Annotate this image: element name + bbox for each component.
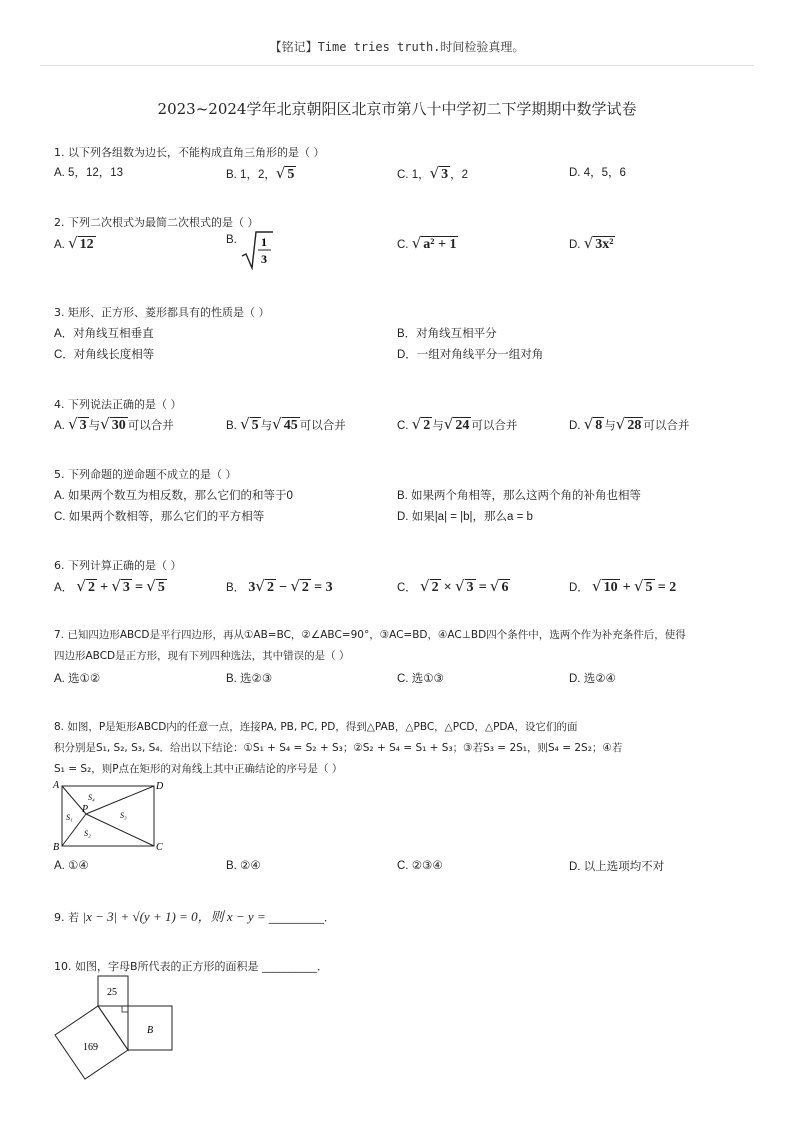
region-s3-label: S₃ [120, 811, 127, 820]
q3-stem: 3. 矩形、正方形、菱形都具有的性质是（ ） [54, 306, 270, 319]
q7-option-d: D. 选②④ [569, 673, 616, 685]
q5-option-d: D. 如果|a| = |b|，那么a = b [397, 511, 533, 523]
q1-c-post: ，2 [450, 169, 469, 181]
square-169-label: 169 [83, 1042, 98, 1053]
q6-a-op: + [100, 580, 109, 595]
q5-option-a: A. 如果两个数互为相反数，那么它们的和等于0 [54, 490, 293, 502]
q2-a-label: A. [54, 239, 65, 251]
q6-b-r1: 2 [266, 580, 274, 595]
q6-option-d: D． √ 10 + √ 5 = 2 [569, 577, 677, 595]
q4-b-rad2: 45 [283, 418, 298, 433]
q4-c-post: 可以合并 [471, 420, 518, 432]
q2-c-radicand: a² + 1 [423, 237, 457, 252]
q8-option-d: D. 以上选项均不对 [569, 861, 665, 873]
q5-option-b: B. 如果两个角相等，那么这两个角的补角也相等 [397, 490, 642, 502]
q5-option-c: C. 如果两个数相等，那么它们的平方相等 [54, 511, 265, 523]
q6-a-r3: 5 [157, 580, 165, 595]
q4-c-rad1: 2 [423, 418, 431, 433]
q4-b-mid: 与 [260, 420, 273, 432]
q6-a-r1: 2 [87, 580, 95, 595]
q8-option-c: C. ②③④ [397, 860, 443, 872]
q3-option-b: B．对角线互相平分 [397, 328, 497, 340]
q2-c-label: C. [397, 239, 409, 251]
q7-stem-line1: 7. 已知四边形ABCD是平行四边形，再从①AB=BC，②∠ABC=90°，③AC=BD，④AC⊥BD四个条件中，选两个作为补充条件后，使得 [54, 629, 686, 641]
region-s4-label: S₄ [88, 793, 95, 802]
q4-a-rad2: 30 [111, 418, 126, 433]
q4-b-label: B. [226, 420, 237, 432]
q1-c-text: C. 1， [397, 169, 430, 181]
q6-d-r1: 10 [603, 580, 618, 595]
vertex-a-label: A [53, 780, 60, 791]
q2-b-denominator: 3 [261, 252, 267, 266]
q9-suffix: ． [323, 911, 335, 924]
q6-c-r2: 3 [466, 580, 474, 595]
q4-option-a: A. √ 3 与√ 30 可以合并 [54, 415, 174, 433]
q3-option-c: C．对角线长度相等 [54, 349, 155, 361]
q4-a-post: 可以合并 [127, 420, 174, 432]
q2-d-radicand: 3x² [595, 237, 614, 252]
q6-b-label: B． [226, 582, 246, 594]
q4-c-rad2: 24 [455, 418, 470, 433]
q6-option-a: A． √ 2 + √ 3 = √ 5 [54, 577, 165, 595]
q2-d-label: D. [569, 239, 581, 251]
q1-option-d: D. 4，5，6 [569, 167, 626, 179]
q7-option-b: B. 选②③ [226, 673, 273, 685]
q6-d-op: + [622, 580, 631, 595]
q6-a-eq: = [135, 580, 144, 595]
q6-stem: 6. 下列计算正确的是（ ） [54, 559, 182, 572]
q7-option-a: A. 选①② [54, 673, 101, 685]
page-header: 【铭记】Time tries truth.时间检验真理。 [269, 40, 525, 54]
q4-d-rad2: 28 [627, 418, 642, 433]
q4-c-mid: 与 [432, 420, 444, 432]
q6-c-r3: 6 [501, 580, 509, 595]
q6-c-label: C． [397, 582, 417, 594]
q3-option-d: D．一组对角线平分一组对角 [397, 349, 544, 361]
q6-option-c: C． √ 2 × √ 3 = √ 6 [397, 577, 509, 595]
q9-expression: |x − 3| + √(y + 1) = 0，则 x − y = [82, 909, 269, 924]
q4-b-rad1: 5 [251, 418, 259, 433]
q6-a-r2: 3 [122, 580, 130, 595]
q4-a-mid: 与 [88, 420, 101, 432]
q4-option-c: C. √ 2 与√ 24 可以合并 [397, 415, 518, 433]
q8-option-b: B. ②④ [226, 860, 261, 872]
q1-option-b: B. 1，2，√ 5 [226, 164, 295, 182]
q1-b-radicand: 5 [287, 167, 295, 182]
square-25-label: 25 [107, 987, 117, 998]
q6-c-r1: 2 [431, 580, 439, 595]
q1-c-radicand: 3 [441, 167, 449, 182]
vertex-b-label: B [53, 842, 60, 853]
q4-a-rad1: 3 [79, 418, 87, 433]
q10-squares-figure [50, 972, 180, 1084]
q2-option-d: D. √ 3x² [569, 234, 614, 252]
q6-c-op: × [443, 580, 452, 595]
q7-option-c: C. 选①③ [397, 673, 444, 685]
q4-option-d: D. √ 8 与√ 28 可以合并 [569, 415, 690, 433]
q10-suffix: ． [317, 960, 329, 973]
q8-option-a: A. ①④ [54, 860, 89, 872]
q2-a-radicand: 12 [79, 237, 94, 252]
q4-d-mid: 与 [604, 420, 616, 432]
q2-b-numerator: 1 [261, 235, 267, 249]
q6-a-label: A． [54, 582, 74, 594]
q2-option-a: A. √ 12 [54, 234, 94, 252]
header-divider [40, 65, 754, 66]
region-s1-label: S₁ [66, 813, 73, 822]
q4-stem: 4. 下列说法正确的是（ ） [54, 398, 182, 411]
q1-b-text: B. 1，2， [226, 169, 276, 181]
q4-option-b: B. √ 5 与√ 45 可以合并 [226, 415, 346, 433]
q6-c-eq: = [478, 580, 487, 595]
q5-stem: 5. 下列命题的逆命题不成立的是（ ） [54, 468, 237, 481]
q9-stem [54, 906, 335, 925]
q2-option-c: C. √ a² + 1 [397, 234, 457, 252]
q1-option-a: A. 5，12，13 [54, 167, 124, 179]
q2-stem: 2. 下列二次根式为最简二次根式的是（ ） [54, 216, 259, 229]
q9-prefix: 9. 若 [54, 911, 83, 924]
q10-answer-blank[interactable]: __________ [262, 960, 318, 973]
q6-b-res: = 3 [314, 580, 333, 595]
q3-option-a: A．对角线互相垂直 [54, 328, 154, 340]
q4-a-label: A. [54, 420, 65, 432]
q8-stem-line3: S₁ = S₂，则P点在矩形的对角线上其中正确结论的序号是（ ） [54, 763, 343, 775]
q6-b-op: − [279, 580, 288, 595]
q6-d-label: D． [569, 582, 589, 594]
q6-b-coef: 3 [248, 580, 256, 595]
q7-stem-line2: 四边形ABCD是正方形，现有下列四种选法，其中错误的是（ ） [54, 650, 350, 662]
region-s2-label: S₂ [84, 829, 91, 838]
q8-stem-line2: 积分别是S₁, S₂, S₃, S₄．给出以下结论：①S₁ + S₄ = S₂ + S₃；②S₂ + S₄ = S₁ + S₃；③若S₃ = 2S₁，则S₄ = 2S₂；④若 [54, 742, 623, 754]
q6-b-r2: 2 [301, 580, 309, 595]
page-title: 2023~2024学年北京朝阳区北京市第八十中学初二下学期期中数学试卷 [157, 100, 637, 118]
vertex-c-label: C [156, 842, 163, 853]
square-b-label: B [147, 1025, 154, 1036]
q6-option-b: B． 3√ 2 − √ 2 = 3 [226, 577, 333, 595]
q1-stem: 1. 以下列各组数为边长，不能构成直角三角形的是（ ） [54, 146, 325, 159]
q2-b-label: B. [226, 234, 237, 246]
q2-option-b [226, 234, 267, 266]
q4-d-post: 可以合并 [643, 420, 690, 432]
q8-stem-line1: 8. 如图，P是矩形ABCD内的任意一点，连接PA, PB, PC, PD，得到△PAB，△PBC，△PCD，△PDA，设它们的面 [54, 721, 578, 733]
q4-b-post: 可以合并 [299, 420, 346, 432]
q9-answer-blank[interactable]: __________ [268, 911, 324, 924]
q10-text: 10. 如图，字母B所代表的正方形的面积是 [54, 960, 263, 973]
vertex-d-label: D [156, 781, 164, 792]
q6-d-res: = 2 [657, 580, 677, 595]
q8-rectangle-figure [50, 778, 170, 854]
q4-d-label: D. [569, 420, 581, 432]
point-p-label: P [82, 804, 89, 815]
q4-d-rad1: 8 [595, 418, 603, 433]
q2-b-fraction-radical [240, 230, 274, 270]
q6-d-r2: 5 [645, 580, 653, 595]
q4-c-label: C. [397, 420, 409, 432]
q1-option-c: C. 1，√ 3 ，2 [397, 164, 469, 182]
